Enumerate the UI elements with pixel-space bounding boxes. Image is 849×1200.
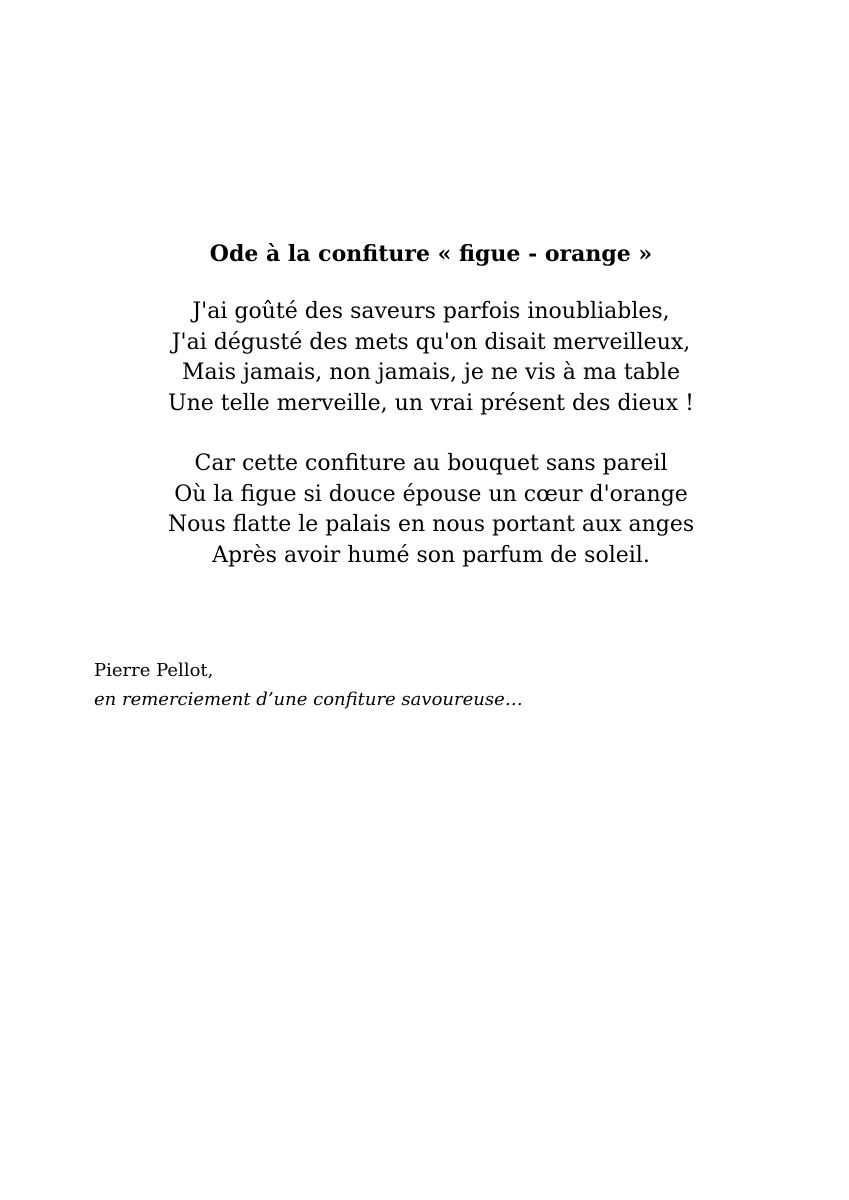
verse-line: Où la figue si douce épouse un cœur d'orange bbox=[174, 481, 688, 507]
stanza-1 bbox=[0, 297, 849, 419]
author-name: Pierre Pellot, bbox=[94, 660, 214, 681]
signature-block bbox=[94, 656, 523, 714]
verse-line: Une telle merveille, un vrai présent des dieux ! bbox=[168, 390, 694, 416]
stanza-2 bbox=[0, 449, 849, 571]
dedication-line: en remerciement d’une confiture savoureuse… bbox=[94, 689, 523, 710]
verse-line: J'ai dégusté des mets qu'on disait merveilleux, bbox=[171, 329, 691, 355]
verse-line: J'ai goûté des saveurs parfois inoubliables, bbox=[192, 299, 670, 324]
verse-line: Mais jamais, non jamais, je ne vis à ma table bbox=[182, 360, 680, 385]
verse-line: Nous flatte le palais en nous portant aux anges bbox=[167, 512, 695, 537]
verse-line: Car cette confiture au bouquet sans pareil bbox=[194, 451, 668, 476]
verse-line: Après avoir humé son parfum de soleil. bbox=[212, 542, 650, 568]
poem-title: Ode à la confiture « figue - orange » bbox=[209, 241, 653, 267]
